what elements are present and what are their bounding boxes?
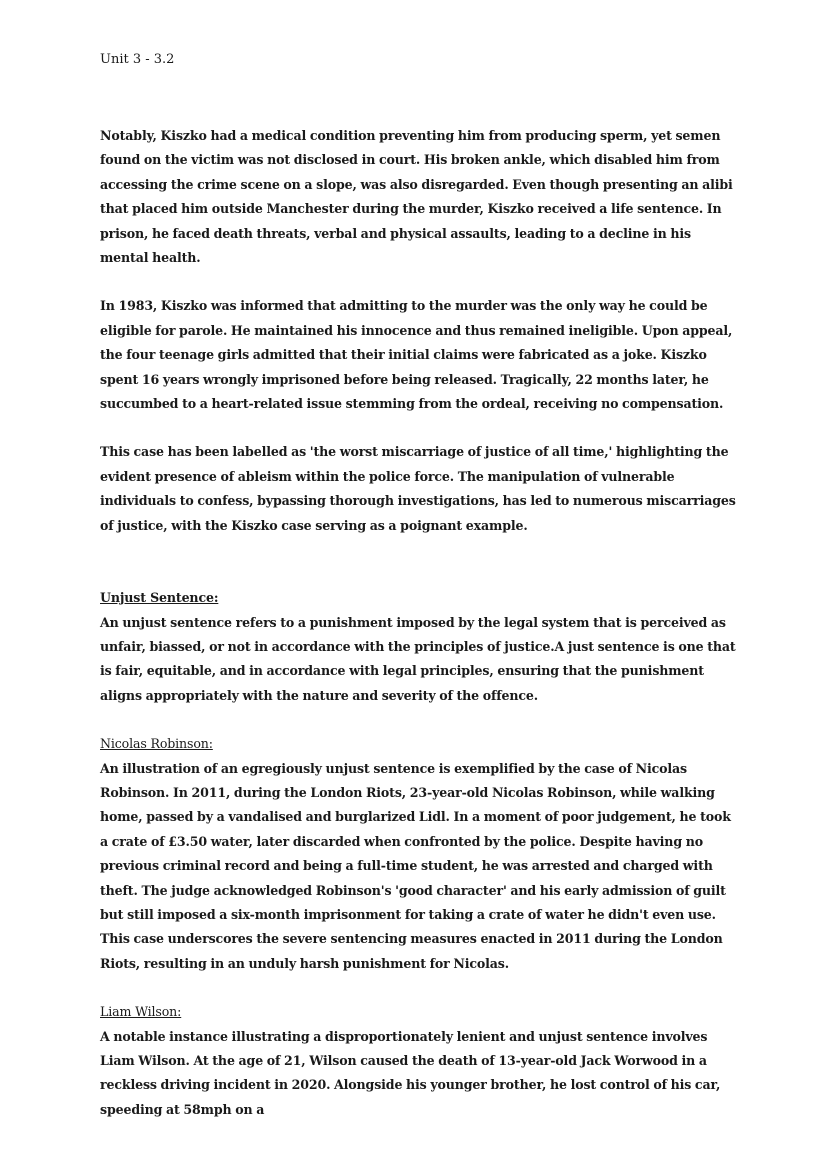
liam-wilson-paragraph: A notable instance illustrating a disproportionately lenient and unjust sentence involves Liam Wilson. At the age of 21, Wilson caused the death of 13-year-old Jack Worwood in a reckless driving incident in 2020. Alongside his younger brother, he lost control of his car, speeding at 58mph on a: [100, 1028, 721, 1117]
nicolas-robinson-paragraph: An illustration of an egregiously unjust sentence is exemplified by the case of Nicolas Robinson. In 2011, during the London Riots, 23-year-old Nicolas Robinson, while walking home, passed by a vandalised and burglarized Lidl. In a moment of poor judgement, he took a crate of £3.50 water, later discarded when confronted by the police. Despite having no previous criminal record and being a full-time student, he was arrested and charged with theft. The judge acknowledged Robinson's 'good character' and his early admission of guilt but still imposed a six-month imprisonment for taking a crate of water he didn't even use. This case underscores the severe sentencing measures enacted in 2011 during the London Riots, resulting in an unduly harsh punishment for Nicolas.: [100, 760, 731, 971]
document-body: [100, 124, 740, 1122]
liam-wilson-heading: Liam Wilson:: [100, 1004, 182, 1020]
unjust-sentence-paragraph: An unjust sentence refers to a punishment imposed by the legal system that is perceived as unfair, biassed, or not in accordance with the principles of justice.A just sentence is one that is fair, equitable, and in accordance with legal principles, ensuring that the punishment aligns appropriately with the nature and severity of the offence.: [100, 614, 736, 703]
nicolas-robinson-heading: Nicolas Robinson:: [100, 736, 213, 752]
spacer: [100, 538, 740, 586]
spacer: [100, 708, 740, 732]
spacer: [100, 270, 740, 294]
spacer: [100, 416, 740, 440]
kiszko-paragraph-2: In 1983, Kiszko was informed that admitting to the murder was the only way he could be eligible for parole. He maintained his innocence and thus remained ineligible. Upon appeal, the four teenage girls admitted that their initial claims were fabricated as a joke. Kiszko spent 16 years wrongly imprisoned before being released. Tragically, 22 months later, he succumbed to a heart-related issue stemming from the ordeal, receiving no compensation.: [100, 298, 733, 412]
kiszko-paragraph-3: This case has been labelled as 'the worst miscarriage of justice of all time,' highlighting the evident presence of ableism within the police force. The manipulation of vulnerable individuals to confess, bypassing thorough investigations, has led to numerous miscarriages of justice, with the Kiszko case serving as a poignant example.: [100, 444, 736, 533]
unit-label: Unit 3 - 3.2: [100, 52, 175, 67]
spacer: [100, 976, 740, 1000]
unjust-sentence-heading: Unjust Sentence:: [100, 590, 219, 606]
kiszko-paragraph-1: Notably, Kiszko had a medical condition preventing him from producing sperm, yet semen found on the victim was not disclosed in court. His broken ankle, which disabled him from accessing the crime scene on a slope, was also disregarded. Even though presenting an alibi that placed him outside Manchester during the murder, Kiszko received a life sentence. In prison, he faced death threats, verbal and physical assaults, leading to a decline in his mental health.: [100, 128, 733, 266]
